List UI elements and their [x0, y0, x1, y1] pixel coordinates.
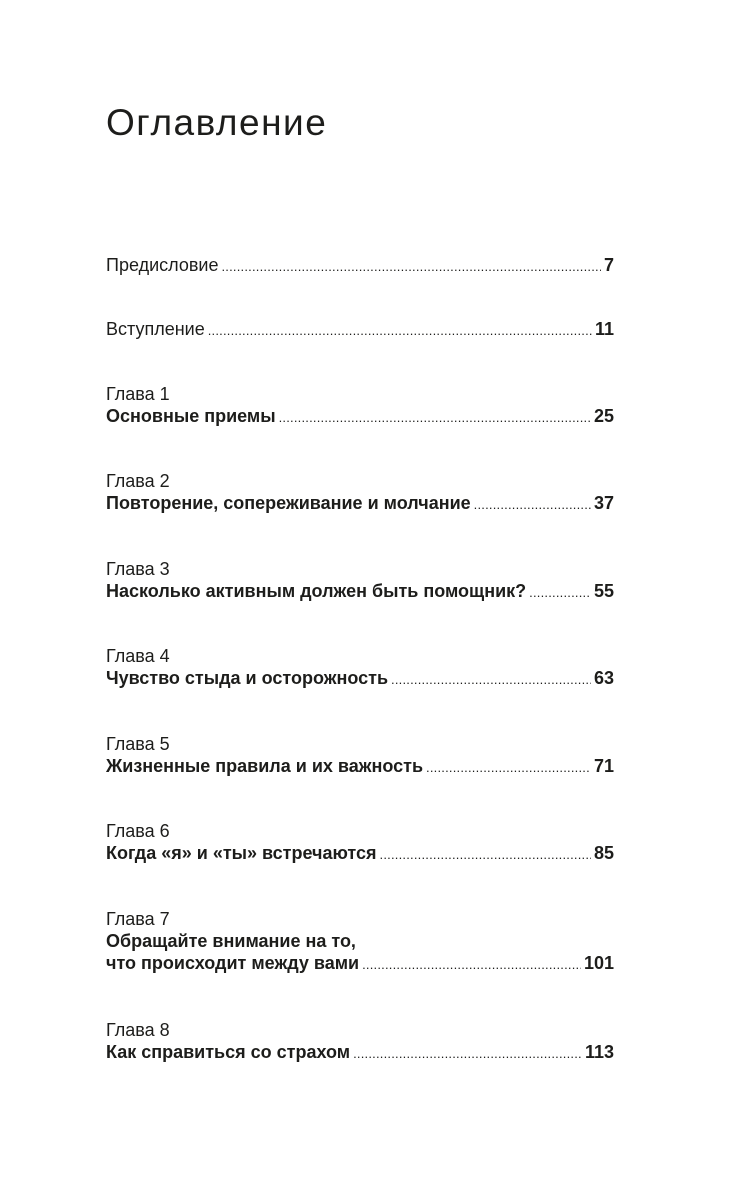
- toc-page-number: 63: [593, 668, 614, 688]
- toc-entry-preface[interactable]: [106, 254, 614, 276]
- dot-leader: [279, 407, 591, 429]
- chapter-label: Глава 1: [106, 384, 170, 404]
- toc-entry-title-line-1: Обращайте внимание на то,: [106, 931, 356, 951]
- toc-entry-chapter-4[interactable]: [106, 645, 614, 689]
- dot-leader: [221, 256, 601, 278]
- toc-entry-chapter-5[interactable]: [106, 733, 614, 777]
- chapter-label: Глава 7: [106, 909, 170, 929]
- toc-entry-chapter-2[interactable]: [106, 470, 614, 514]
- dot-leader: [474, 494, 591, 516]
- toc-page-number: 37: [593, 493, 614, 513]
- toc-entry-title: Как справиться со страхом: [106, 1042, 351, 1062]
- toc-entry-title: Основные приемы: [106, 406, 276, 426]
- toc-entry-chapter-3[interactable]: [106, 558, 614, 602]
- toc-entry-title: Вступление: [106, 319, 205, 339]
- toc-page-number: 55: [593, 581, 614, 601]
- toc-entry-title: Насколько активным должен быть помощник?: [106, 581, 527, 601]
- dot-leader: [353, 1043, 582, 1065]
- toc-entry-title: Чувство стыда и осторожность: [106, 668, 389, 688]
- chapter-label: Глава 2: [106, 471, 170, 491]
- toc-entry-chapter-7[interactable]: [106, 908, 614, 974]
- toc-entry-title: Повторение, сопереживание и молчание: [106, 493, 471, 513]
- dot-leader: [529, 582, 591, 604]
- dot-leader: [208, 320, 592, 342]
- toc-entry-title: что происходит между вами: [106, 953, 360, 973]
- dot-leader: [380, 844, 591, 866]
- chapter-label: Глава 5: [106, 734, 170, 754]
- chapter-label: Глава 8: [106, 1020, 170, 1040]
- dot-leader: [362, 954, 581, 976]
- toc-page-number: 85: [593, 843, 614, 863]
- toc-entry-title: Предисловие: [106, 255, 219, 275]
- toc-page-number: 11: [594, 319, 614, 339]
- dot-leader: [391, 669, 591, 691]
- toc-entry-chapter-1[interactable]: [106, 383, 614, 427]
- page-title: Оглавление: [106, 102, 328, 143]
- toc-page-number: 113: [584, 1042, 614, 1062]
- toc-entry-chapter-8[interactable]: [106, 1019, 614, 1063]
- toc-page-number: 7: [603, 255, 614, 275]
- toc-page-number: 101: [583, 953, 614, 973]
- chapter-label: Глава 4: [106, 646, 170, 666]
- toc-page-number: 71: [593, 756, 614, 776]
- toc-entry-chapter-6[interactable]: [106, 820, 614, 864]
- dot-leader: [426, 757, 591, 779]
- chapter-label: Глава 3: [106, 559, 170, 579]
- toc-entry-title: Когда «я» и «ты» встречаются: [106, 843, 377, 863]
- chapter-label: Глава 6: [106, 821, 170, 841]
- toc-page-number: 25: [593, 406, 614, 426]
- toc-entry-introduction[interactable]: [106, 318, 614, 340]
- toc-entry-title: Жизненные правила и их важность: [106, 756, 424, 776]
